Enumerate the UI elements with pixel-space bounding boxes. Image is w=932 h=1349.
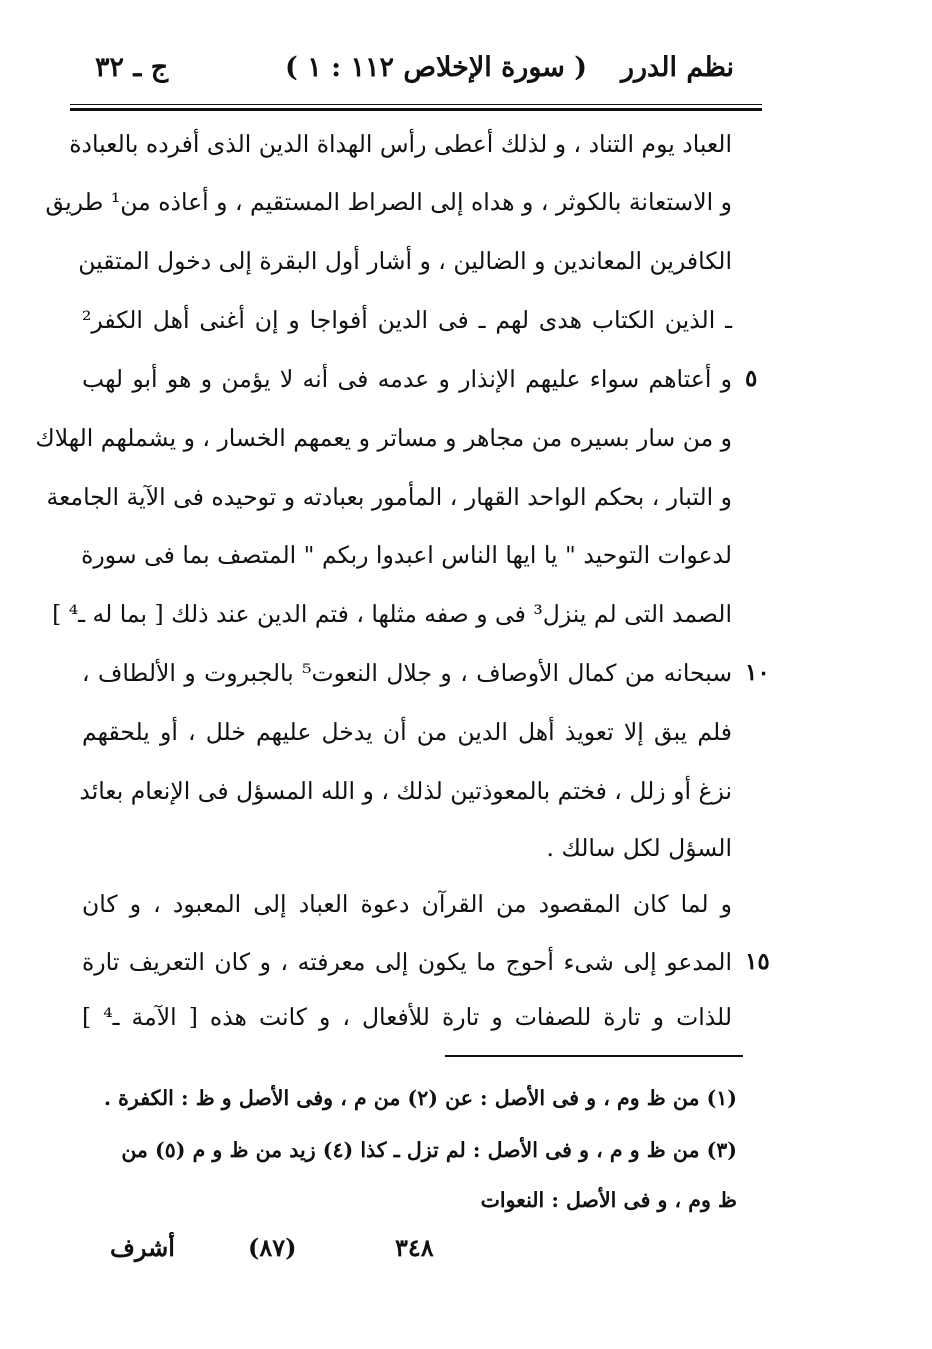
header-rule-thin xyxy=(70,104,762,105)
text-line: و الاستعانة بالكوثر ، و هداه إلى الصراط المستقيم ، و أعاذه من¹ طريق xyxy=(45,188,732,216)
running-header-surah: ( سورة الإخلاص ١١٢ : ١ ) xyxy=(285,52,588,83)
text-line: سبحانه من كمال الأوصاف ، و جلال النعوت⁵ بالجبروت و الألطاف ، xyxy=(82,659,733,687)
text-line: و من سار بسيره من مجاهر و مساتر و يعمهم الخسار ، و يشملهم الهلاك xyxy=(35,424,732,452)
text-line: للذات و تارة للصفات و تارة للأفعال ، و كانت هذه [ الآمة ـ⁴ ] xyxy=(82,1003,732,1031)
text-line: الكافرين المعاندين و الضالين ، و أشار أول البقرة إلى دخول المتقين xyxy=(78,247,732,275)
footer-sheet-number: (٨٧) xyxy=(248,1233,297,1262)
text-line: و لما كان المقصود من القرآن دعوة العباد إلى المعبود ، و كان xyxy=(82,890,732,918)
footnote-separator xyxy=(445,1055,743,1057)
running-header-volume-page: ج ـ ٣٢ xyxy=(95,52,169,83)
line-number-15: ١٥ xyxy=(745,948,770,975)
line-number-10: ١٠ xyxy=(745,659,770,686)
text-line: ـ الذين الكتاب هدى لهم ـ فى الدين أفواجا و إن أغنى أهل الكفر² xyxy=(82,306,732,334)
text-line: المدعو إلى شىء أحوج ما يكون إلى معرفته ، و كان التعريف تارة xyxy=(82,948,732,976)
text-line: لدعوات التوحيد " يا ايها الناس اعبدوا ربكم " المتصف بما فى سورة xyxy=(81,541,732,569)
text-line: نزغ أو زلل ، فختم بالمعوذتين لذلك ، و الله المسؤل فى الإنعام بعائد xyxy=(79,777,732,805)
text-line: العباد يوم التناد ، و لذلك أعطى رأس الهداة الدين الذى أفرده بالعبادة xyxy=(69,130,732,158)
text-line: و التبار ، بحكم الواحد القهار ، المأمور بعبادته و توحيده فى الآية الجامعة xyxy=(46,483,732,511)
page-number: ٣٤٨ xyxy=(395,1233,434,1262)
text-line: و أعتاهم سواء عليهم الإنذار و عدمه فى أنه لا يؤمن و هو أبو لهب xyxy=(82,365,732,393)
footer-signature: أشرف xyxy=(110,1233,175,1262)
text-line: فلم يبق إلا تعويذ أهل الدين من أن يدخل عليهم خلل ، أو يلحقهم xyxy=(82,718,732,746)
footnote-line: ظ وم ، و فى الأصل : النعوات xyxy=(480,1188,737,1212)
text-line: الصمد التى لم ينزل³ فى و صفه مثلها ، فتم الدين عند ذلك [ بما له ـ⁴ ] xyxy=(52,600,732,628)
line-number-5: ٥ xyxy=(745,365,758,392)
text-line: السؤل لكل سالك . xyxy=(546,834,732,862)
header-rule-thick xyxy=(70,108,762,111)
footnote-line: (٣) من ظ و م ، و فى الأصل : لم تزل ـ كذا (٤) زيد من ظ و م (٥) من xyxy=(121,1138,737,1162)
footnote-line: (١) من ظ وم ، و فى الأصل : عن (٢) من م ، وفى الأصل و ظ : الكفرة . xyxy=(103,1086,737,1110)
running-header-book-title: نظم الدرر xyxy=(620,52,734,83)
